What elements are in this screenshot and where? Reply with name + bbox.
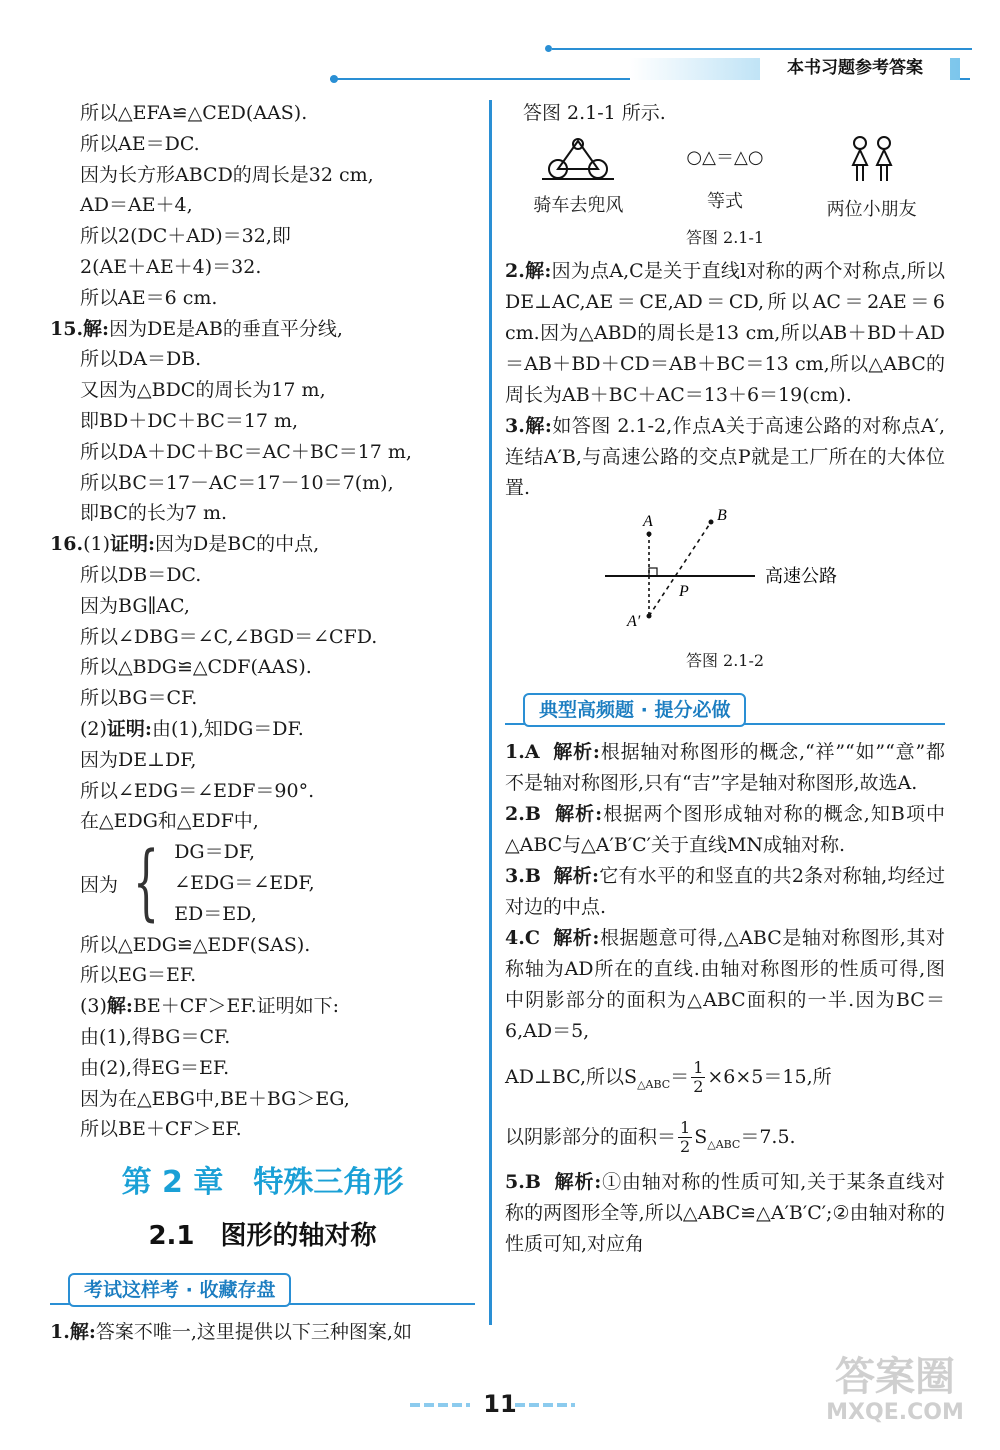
answer-bold: 解析: — [555, 802, 603, 825]
q5-text: ①由轴对称的性质可知,关于某条直线对称的两图形全等,所以△ABC≌△A′B′C′;②由轴对称的性质可知,对应角 — [505, 1170, 945, 1255]
brace-line: ED＝ED, — [174, 902, 257, 925]
q1-line — [50, 1317, 475, 1348]
q16-line — [50, 529, 475, 560]
q1-lead: 1.解: — [50, 1321, 96, 1344]
fraction-half — [691, 1059, 705, 1096]
text-line: 所以∠EDG＝∠EDF＝90°. — [80, 779, 315, 802]
text-line: 由(1),得BG＝CF. — [80, 1025, 231, 1048]
tag-box-right — [505, 689, 945, 729]
header-dot-left — [330, 75, 338, 83]
q16-part3-text: BE＋CF＞EF.证明如下: — [132, 995, 340, 1018]
q16-part2-bold: 证明: — [106, 717, 152, 740]
label-B: B — [717, 506, 727, 524]
q15-lead: 15.解: — [50, 317, 110, 340]
brace-group — [50, 837, 475, 929]
bike-icon — [538, 135, 618, 181]
text-line: 所以BE＋CF＞EF. — [80, 1118, 242, 1141]
shape-equation: ○△＝△○ — [686, 146, 764, 168]
text-line: 因为BG∥AC, — [80, 594, 190, 617]
text-line: 所以BG＝CF. — [80, 687, 198, 710]
q2-answer — [505, 256, 945, 411]
prev-solution-lines — [50, 98, 475, 314]
q5-bold: 解析: — [554, 1170, 602, 1193]
q16-lines-a — [50, 560, 475, 714]
q4-f2-post: ＝7.5. — [740, 1125, 796, 1148]
answer-lead: 3.B — [505, 864, 541, 887]
fraction-half — [678, 1119, 692, 1156]
reflection-diagram — [505, 504, 945, 644]
q15-line — [50, 314, 475, 345]
brace-line: DG＝DF, — [174, 841, 256, 864]
label-P: P — [679, 582, 689, 600]
frac-num: 1 — [680, 1118, 691, 1138]
fig-item-kids — [807, 135, 937, 221]
text-line: 所以BC＝17－AC＝17－10＝7(m), — [80, 471, 394, 494]
q4-f1-eq: ＝ — [670, 1065, 690, 1088]
q1-text: 答案不唯一,这里提供以下三种图案,如 — [95, 1321, 412, 1344]
text-line: 所以DA＝DB. — [80, 348, 202, 371]
text-line: 所以∠DBG＝∠C,∠BGD＝∠CFD. — [80, 625, 378, 648]
left-column — [50, 98, 475, 1348]
answer-text: 根据两个图形成轴对称的概念,知B项中△ABC与△A′B′C′关于直线MN成轴对称. — [505, 802, 945, 856]
figure-caption-2: 答图 2.1-2 — [685, 650, 765, 670]
answer-lead: 2.B — [505, 802, 541, 825]
text-line: 在△EDG和△EDF中, — [80, 810, 259, 833]
answer-text: 它有水平的和竖直的共2条对称轴,均经过对边的中点. — [505, 864, 945, 918]
q4-f2-s: S — [694, 1125, 708, 1148]
q3-lead: 3.解: — [505, 414, 552, 437]
label-A: A — [643, 512, 653, 530]
two-kids-icon — [842, 135, 902, 185]
answer-text: 根据题意可得,△ABC是轴对称图形,其对称轴为AD所在的直线.由轴对称图形的性质可得,图中阴影部分的面积为△ABC面积的一半.因为BC＝6,AD＝5, — [505, 926, 945, 1042]
text-line: 所以2(DC＋AD)＝32,即 — [80, 225, 291, 248]
fig-caption-kids: 两位小朋友 — [826, 198, 917, 220]
text-line: 又因为△BDC的周长为17 m, — [80, 379, 326, 402]
q2-text: 因为点A,C是关于直线l对称的两个对称点,所以DE⊥AC,AE＝CE,AD＝CD,所以AC＝2AE＝6 cm.因为△ABD的周长是13 cm,所以AB＋BD＋AD＝AB＋BD＋CD＝AB＋BC＝13 cm,所以△ABC的周长为AB＋BC＋AC＝13＋6＝19(cm). — [505, 259, 945, 406]
header-dot-top — [545, 45, 552, 52]
text-line: 由(2),得EG＝EF. — [80, 1056, 230, 1079]
q4-formula-1 — [505, 1047, 945, 1107]
fig-caption-equation: 等式 — [706, 190, 743, 212]
q4-formula-2 — [505, 1107, 945, 1167]
answer-lead: 1.A — [505, 740, 540, 763]
text-line: 所以DB＝DC. — [80, 563, 202, 586]
q16-part2: (2) — [80, 717, 107, 740]
text-line: 所以AE＝6 cm. — [80, 286, 218, 309]
fig-item-bike — [513, 135, 643, 221]
answer-item — [505, 923, 945, 1047]
fig-caption-bike: 骑车去兜风 — [533, 194, 624, 216]
page-number: 11 — [483, 1390, 517, 1418]
q3-answer — [505, 411, 945, 504]
answers-list — [505, 737, 945, 1047]
text-line: 所以△EFA≌△CED(AAS). — [80, 102, 308, 124]
label-highway: 高速公路 — [765, 565, 837, 587]
q16-part2-line — [50, 714, 475, 745]
frac-den: 2 — [693, 1077, 704, 1097]
q16-lines-c — [50, 930, 475, 992]
watermark-logo: 答案圈 — [835, 1354, 955, 1400]
text-line: 所以△BDG≌△CDF(AAS). — [80, 656, 312, 679]
text-line: 所以△EDG≌△EDF(SAS). — [80, 933, 311, 956]
q16-lines-d — [50, 1022, 475, 1145]
q15-lines — [50, 344, 475, 529]
q16-lead: 16. — [50, 533, 84, 556]
q16-part1-bold: 证明: — [109, 533, 155, 556]
answer-text: 根据轴对称图形的概念,“祥”“如”“意”都不是轴对称图形,只有“吉”字是轴对称图形,故选A. — [505, 740, 945, 794]
answer-lead: 4.C — [505, 926, 540, 949]
q16-part2-text: 由(1),知DG＝DF. — [151, 717, 304, 740]
label-A-prime: A′ — [627, 612, 641, 630]
section-title: 2.1 图形的轴对称 — [148, 1221, 377, 1252]
fig-item-equation — [660, 135, 790, 221]
watermark-url: MXQE.COM — [826, 1400, 964, 1425]
text-line: 因为在△EBG中,BE＋BG＞EG, — [80, 1087, 350, 1110]
text-line: 所以DA＋DC＋BC＝AC＋BC＝17 m, — [80, 440, 412, 463]
q16-part1: (1) — [83, 533, 110, 556]
q4-f1-sub: △ABC — [637, 1077, 671, 1091]
q5-answer — [505, 1167, 945, 1260]
q4-f2-sub: △ABC — [707, 1137, 741, 1151]
brace-prefix: 因为 — [80, 873, 119, 896]
q4-f1-post: ×6×5＝15,所 — [707, 1065, 832, 1088]
figure-2-1-1 — [505, 135, 945, 221]
q4-f1-pre: AD⊥BC,所以S — [505, 1065, 638, 1088]
brace-lines — [174, 837, 315, 929]
brace-icon: { — [133, 835, 160, 931]
figure-caption-1: 答图 2.1-1 — [685, 227, 765, 247]
text-line: 所以AE＝DC. — [80, 132, 200, 155]
q16-part1-text: 因为D是BC的中点, — [155, 533, 320, 556]
text-line: 所以EG＝EF. — [80, 964, 197, 987]
fig-intro: 答图 2.1-1 所示. — [523, 102, 666, 124]
brace-line: ∠EDG＝∠EDF, — [174, 871, 315, 894]
q16-lines-b — [50, 745, 475, 837]
tag-box-left — [50, 1269, 475, 1309]
figure-2-1-2 — [505, 504, 945, 644]
text-line: 即BC的长为7 m. — [80, 502, 228, 525]
header-rule-top — [552, 48, 972, 50]
q4-f2-pre: 以阴影部分的面积＝ — [505, 1125, 677, 1148]
q2-lead: 2.解: — [505, 259, 552, 282]
text-line: 因为长方形ABCD的周长是32 cm, — [80, 163, 374, 186]
text-line: 2(AE＋AE＋4)＝32. — [80, 255, 262, 278]
answer-item — [505, 799, 945, 861]
header-title: 本书习题参考答案 — [760, 54, 950, 82]
tag-label: 考试这样考 · 收藏存盘 — [68, 1273, 291, 1307]
q5-lead: 5.B — [505, 1170, 541, 1193]
q16-part3: (3) — [80, 995, 107, 1018]
tag-label: 典型高频题 · 提分必做 — [523, 693, 746, 727]
answer-bold: 解析: — [553, 926, 600, 949]
q16-part3-bold: 解: — [106, 995, 133, 1018]
answer-item — [505, 737, 945, 799]
text-line: 因为DE⊥DF, — [80, 748, 197, 771]
chapter-title: 第 2 章 特殊三角形 — [121, 1165, 404, 1201]
answer-item — [505, 861, 945, 923]
column-divider — [489, 100, 492, 1325]
answer-bold: 解析: — [553, 864, 600, 887]
frac-num: 1 — [693, 1058, 704, 1078]
q16-part3-line — [50, 991, 475, 1022]
answer-bold: 解析: — [553, 740, 600, 763]
text-line: 即BD＋DC＋BC＝17 m, — [80, 409, 299, 432]
frac-den: 2 — [680, 1137, 691, 1157]
text-line: AD＝AE＋4, — [80, 194, 193, 217]
q3-text: 如答图 2.1-2,作点A关于高速公路的对称点A′,连结A′B,与高速公路的交点P就是工厂所在的大体位置. — [505, 414, 945, 499]
right-column — [505, 98, 945, 1260]
q15-first: 因为DE是AB的垂直平分线, — [109, 317, 343, 340]
